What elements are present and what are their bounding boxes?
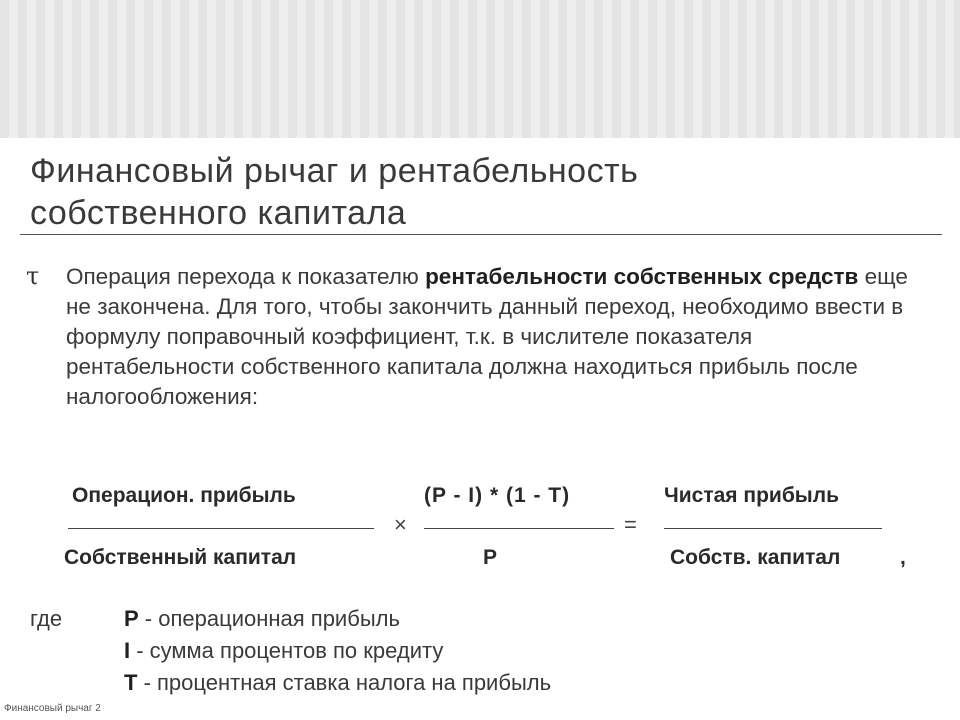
definition-text: - сумма процентов по кредиту	[130, 638, 444, 663]
slide-title	[30, 150, 930, 234]
fraction3-denominator: Собств. капитал	[670, 546, 841, 569]
fraction2-denominator: P	[483, 546, 498, 569]
definition-symbol: I	[124, 638, 131, 663]
where-label: где	[30, 606, 63, 631]
body-paragraph	[66, 262, 926, 412]
equals-sign: =	[624, 512, 637, 537]
tau-bullet-icon: τ	[26, 262, 40, 290]
paragraph-text-2: еще не закончена. Для того, чтобы закончить данный переход, необходимо ввести в формулу поправочный коэффициент, т.к. в числителе показателя рентабельности собственного капитала должна находиться прибыль после налогообложения:	[66, 264, 908, 409]
times-sign: ×	[394, 512, 407, 537]
fraction1-denominator: Собственный капитал	[64, 546, 297, 569]
slide-title-line2: собственного капитала	[30, 194, 407, 232]
definition-symbol: P	[124, 606, 139, 631]
header-band	[0, 0, 960, 138]
definition-text: - процентная ставка налога на прибыль	[137, 670, 552, 695]
paragraph-text-1: Операция перехода к показателю	[66, 264, 426, 289]
definition-i	[124, 638, 443, 664]
formula-trailing-comma: ,	[900, 546, 906, 569]
definition-t	[124, 670, 551, 696]
definition-text: - операционная прибыль	[138, 606, 400, 631]
definition-symbol: T	[124, 670, 138, 695]
slide-title-line1: Финансовый рычаг и рентабельность	[30, 152, 639, 190]
fraction2-bar	[424, 528, 614, 529]
fraction1-bar	[68, 528, 374, 529]
definition-p	[124, 606, 400, 632]
fraction3-bar	[664, 528, 882, 529]
fraction2-numerator: (P - I) * (1 - T)	[424, 484, 571, 507]
fraction1-numerator: Операцион. прибыль	[72, 484, 296, 507]
title-divider	[20, 234, 942, 235]
fraction3-numerator: Чистая прибыль	[664, 484, 839, 507]
slide-footer: Финансовый рычаг 2	[4, 703, 101, 714]
paragraph-bold: рентабельности собственных средств	[425, 264, 859, 289]
